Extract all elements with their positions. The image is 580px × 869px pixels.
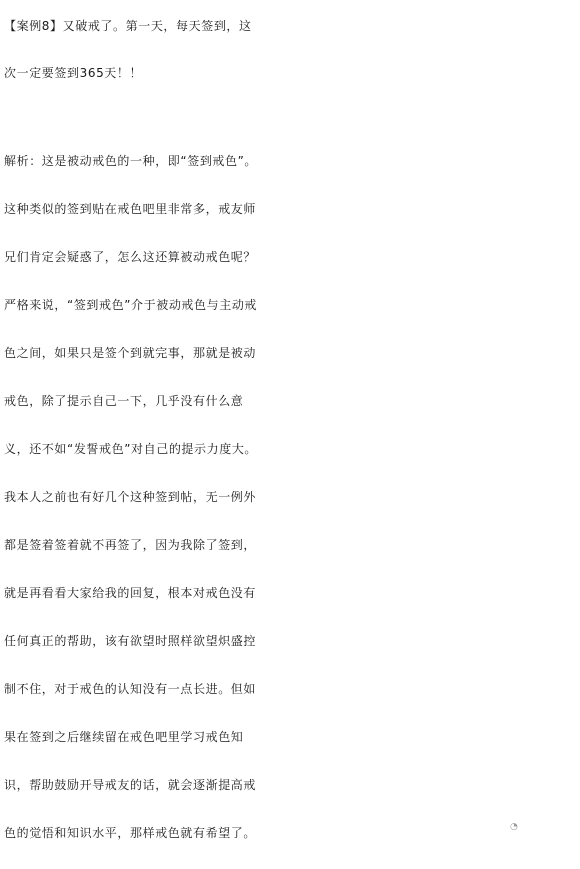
- analysis-line-3: 兄们肯定会疑惑了，怎么这还算被动戒色呢？: [4, 250, 257, 264]
- analysis-line-2: 这种类似的签到贴在戒色吧里非常多，戒友师: [4, 202, 257, 216]
- analysis-line-14: 识，帮助鼓励开导戒友的话，就会逐渐提高戒: [4, 778, 257, 792]
- analysis-line-7: 义，还不如“发誓戒色”对自己的提示力度大。: [4, 442, 258, 456]
- analysis-line-15: 色的觉悟和知识水平，那样戒色就有希望了。: [4, 826, 257, 840]
- analysis-line-4: 严格来说，“签到戒色”介于被动戒色与主动戒: [4, 298, 258, 312]
- analysis-line-1: 解析：这是被动戒色的一种，即“签到戒色”。: [4, 154, 258, 168]
- analysis-line-13: 果在签到之后继续留在戒色吧里学习戒色知: [4, 730, 244, 744]
- analysis-line-11: 任何真正的帮助，该有欲望时照样欲望炽盛控: [4, 634, 257, 648]
- watermark-icon: ◔: [510, 822, 518, 832]
- case-heading-line-2: 次一定要签到365天！！: [4, 66, 143, 80]
- analysis-line-9: 都是签着签着就不再签了，因为我除了签到，: [4, 538, 257, 552]
- analysis-line-10: 就是再看看大家给我的回复，根本对戒色没有: [4, 586, 257, 600]
- analysis-line-8: 我本人之前也有好几个这种签到帖，无一例外: [4, 490, 257, 504]
- analysis-line-12: 制不住，对于戒色的认知没有一点长进。但如: [4, 682, 257, 696]
- analysis-line-6: 戒色，除了提示自己一下，几乎没有什么意: [4, 394, 244, 408]
- analysis-line-5: 色之间，如果只是签个到就完事，那就是被动: [4, 346, 257, 360]
- case-heading-line-1: 【案例8】又破戒了。第一天，每天签到，这: [4, 19, 252, 33]
